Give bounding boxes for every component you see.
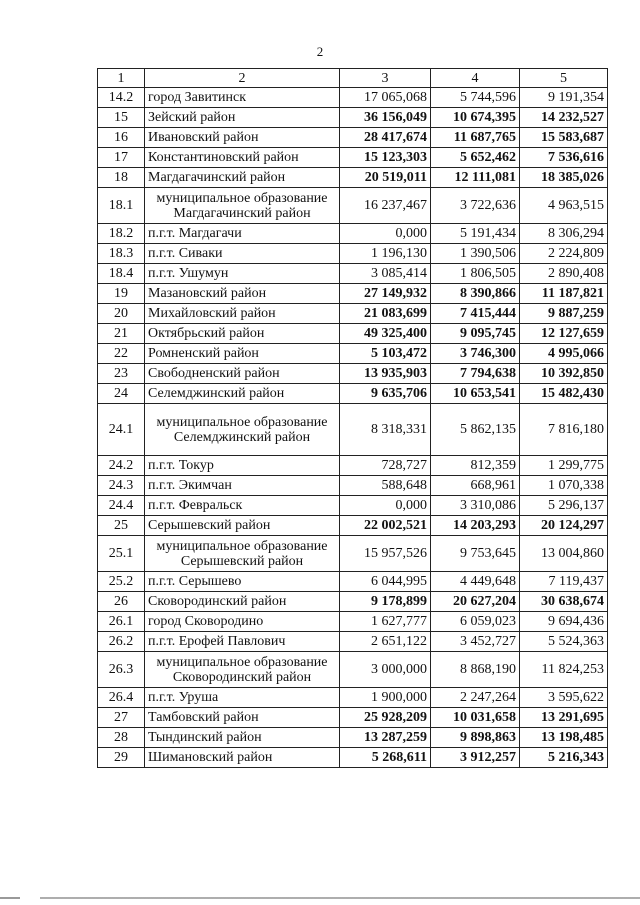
value-col-5: 5 296,137	[520, 496, 608, 516]
value-col-3: 0,000	[340, 224, 431, 244]
table-row	[98, 516, 608, 536]
value-col-3: 3 085,414	[340, 264, 431, 284]
district-name: Ромненский район	[145, 344, 340, 364]
district-name: муниципальное образование Селемджинский район	[145, 404, 340, 456]
district-name: п.г.т. Февральск	[145, 496, 340, 516]
value-col-3: 16 237,467	[340, 188, 431, 224]
value-col-5: 1 299,775	[520, 456, 608, 476]
table-row	[98, 128, 608, 148]
value-col-5: 2 890,408	[520, 264, 608, 284]
row-number: 22	[98, 344, 145, 364]
value-col-5: 15 482,430	[520, 384, 608, 404]
row-number: 24.4	[98, 496, 145, 516]
district-name: муниципальное образование Серышевский район	[145, 536, 340, 572]
value-col-5: 1 070,338	[520, 476, 608, 496]
value-col-4: 5 862,135	[431, 404, 520, 456]
value-col-4: 1 806,505	[431, 264, 520, 284]
district-name: муниципальное образование Сковородинский район	[145, 652, 340, 688]
district-name: город Завитинск	[145, 88, 340, 108]
table-body	[98, 88, 608, 768]
row-number: 18.3	[98, 244, 145, 264]
value-col-4: 9 095,745	[431, 324, 520, 344]
table-row	[98, 728, 608, 748]
table-row	[98, 324, 608, 344]
value-col-5: 4 995,066	[520, 344, 608, 364]
row-number: 18	[98, 168, 145, 188]
value-col-5: 13 198,485	[520, 728, 608, 748]
value-col-4: 3 310,086	[431, 496, 520, 516]
budget-table	[97, 68, 608, 768]
district-name: Зейский район	[145, 108, 340, 128]
district-name: Ивановский район	[145, 128, 340, 148]
value-col-3: 6 044,995	[340, 572, 431, 592]
header-col-1: 1	[98, 69, 145, 88]
value-col-5: 9 694,436	[520, 612, 608, 632]
scan-edge-line	[0, 897, 640, 899]
value-col-3: 49 325,400	[340, 324, 431, 344]
value-col-3: 28 417,674	[340, 128, 431, 148]
value-col-5: 5 524,363	[520, 632, 608, 652]
value-col-3: 0,000	[340, 496, 431, 516]
table-row	[98, 572, 608, 592]
value-col-3: 8 318,331	[340, 404, 431, 456]
header-col-3: 3	[340, 69, 431, 88]
table-row	[98, 384, 608, 404]
value-col-5: 3 595,622	[520, 688, 608, 708]
row-number: 26	[98, 592, 145, 612]
value-col-5: 20 124,297	[520, 516, 608, 536]
table-row	[98, 688, 608, 708]
table-row	[98, 304, 608, 324]
value-col-5: 13 004,860	[520, 536, 608, 572]
district-name: Михайловский район	[145, 304, 340, 324]
header-col-4: 4	[431, 69, 520, 88]
district-name: п.г.т. Токур	[145, 456, 340, 476]
row-number: 21	[98, 324, 145, 344]
value-col-3: 17 065,068	[340, 88, 431, 108]
value-col-4: 10 031,658	[431, 708, 520, 728]
value-col-4: 8 868,190	[431, 652, 520, 688]
value-col-3: 5 103,472	[340, 344, 431, 364]
district-name: город Сковородино	[145, 612, 340, 632]
table-row	[98, 188, 608, 224]
row-number: 14.2	[98, 88, 145, 108]
value-col-4: 7 794,638	[431, 364, 520, 384]
value-col-3: 27 149,932	[340, 284, 431, 304]
value-col-3: 15 123,303	[340, 148, 431, 168]
value-col-3: 5 268,611	[340, 748, 431, 768]
value-col-5: 7 119,437	[520, 572, 608, 592]
value-col-4: 10 674,395	[431, 108, 520, 128]
value-col-5: 18 385,026	[520, 168, 608, 188]
value-col-3: 2 651,122	[340, 632, 431, 652]
district-name: Селемджинский район	[145, 384, 340, 404]
value-col-5: 7 536,616	[520, 148, 608, 168]
district-name: Серышевский район	[145, 516, 340, 536]
table-row	[98, 476, 608, 496]
row-number: 16	[98, 128, 145, 148]
value-col-4: 9 898,863	[431, 728, 520, 748]
value-col-3: 728,727	[340, 456, 431, 476]
value-col-5: 9 887,259	[520, 304, 608, 324]
header-col-2: 2	[145, 69, 340, 88]
value-col-5: 10 392,850	[520, 364, 608, 384]
value-col-5: 14 232,527	[520, 108, 608, 128]
district-name: Шимановский район	[145, 748, 340, 768]
value-col-3: 9 635,706	[340, 384, 431, 404]
district-name: Мазановский район	[145, 284, 340, 304]
value-col-4: 5 191,434	[431, 224, 520, 244]
value-col-5: 8 306,294	[520, 224, 608, 244]
value-col-3: 9 178,899	[340, 592, 431, 612]
table-row	[98, 748, 608, 768]
value-col-4: 812,359	[431, 456, 520, 476]
table-row	[98, 612, 608, 632]
value-col-3: 15 957,526	[340, 536, 431, 572]
district-name: Константиновский район	[145, 148, 340, 168]
value-col-3: 13 935,903	[340, 364, 431, 384]
value-col-5: 9 191,354	[520, 88, 608, 108]
value-col-5: 11 187,821	[520, 284, 608, 304]
table-row	[98, 244, 608, 264]
value-col-4: 5 744,596	[431, 88, 520, 108]
row-number: 26.4	[98, 688, 145, 708]
value-col-4: 1 390,506	[431, 244, 520, 264]
value-col-5: 15 583,687	[520, 128, 608, 148]
value-col-5: 12 127,659	[520, 324, 608, 344]
row-number: 19	[98, 284, 145, 304]
row-number: 18.1	[98, 188, 145, 224]
table-row	[98, 224, 608, 244]
district-name: п.г.т. Магдагачи	[145, 224, 340, 244]
row-number: 24	[98, 384, 145, 404]
value-col-4: 7 415,444	[431, 304, 520, 324]
value-col-3: 21 083,699	[340, 304, 431, 324]
value-col-5: 4 963,515	[520, 188, 608, 224]
district-name: Сковородинский район	[145, 592, 340, 612]
value-col-3: 3 000,000	[340, 652, 431, 688]
header-col-5: 5	[520, 69, 608, 88]
value-col-4: 6 059,023	[431, 612, 520, 632]
value-col-4: 20 627,204	[431, 592, 520, 612]
value-col-4: 5 652,462	[431, 148, 520, 168]
row-number: 25.2	[98, 572, 145, 592]
table-row	[98, 536, 608, 572]
district-name: п.г.т. Ерофей Павлович	[145, 632, 340, 652]
table-row	[98, 364, 608, 384]
district-name: Тамбовский район	[145, 708, 340, 728]
row-number: 26.1	[98, 612, 145, 632]
district-name: п.г.т. Ушумун	[145, 264, 340, 284]
table-row	[98, 284, 608, 304]
row-number: 23	[98, 364, 145, 384]
row-number: 20	[98, 304, 145, 324]
value-col-4: 8 390,866	[431, 284, 520, 304]
value-col-3: 22 002,521	[340, 516, 431, 536]
row-number: 28	[98, 728, 145, 748]
value-col-4: 4 449,648	[431, 572, 520, 592]
district-name: п.г.т. Сиваки	[145, 244, 340, 264]
table-row	[98, 344, 608, 364]
row-number: 24.3	[98, 476, 145, 496]
value-col-4: 11 687,765	[431, 128, 520, 148]
table-row	[98, 168, 608, 188]
district-name: п.г.т. Серышево	[145, 572, 340, 592]
district-name: муниципальное образование Магдагачинский район	[145, 188, 340, 224]
row-number: 26.3	[98, 652, 145, 688]
value-col-5: 7 816,180	[520, 404, 608, 456]
value-col-4: 14 203,293	[431, 516, 520, 536]
row-number: 24.1	[98, 404, 145, 456]
district-name: п.г.т. Экимчан	[145, 476, 340, 496]
row-number: 26.2	[98, 632, 145, 652]
table-row	[98, 108, 608, 128]
row-number: 18.2	[98, 224, 145, 244]
table-row	[98, 652, 608, 688]
value-col-3: 20 519,011	[340, 168, 431, 188]
district-name: п.г.т. Уруша	[145, 688, 340, 708]
district-name: Октябрьский район	[145, 324, 340, 344]
table-row	[98, 264, 608, 284]
value-col-5: 11 824,253	[520, 652, 608, 688]
row-number: 25.1	[98, 536, 145, 572]
table-row	[98, 592, 608, 612]
value-col-4: 12 111,081	[431, 168, 520, 188]
district-name: Магдагачинский район	[145, 168, 340, 188]
value-col-4: 3 722,636	[431, 188, 520, 224]
table-row	[98, 496, 608, 516]
row-number: 25	[98, 516, 145, 536]
value-col-3: 1 627,777	[340, 612, 431, 632]
value-col-5: 30 638,674	[520, 592, 608, 612]
page-number: 2	[316, 44, 324, 59]
table-row	[98, 456, 608, 476]
value-col-5: 2 224,809	[520, 244, 608, 264]
value-col-4: 9 753,645	[431, 536, 520, 572]
value-col-3: 36 156,049	[340, 108, 431, 128]
value-col-3: 1 196,130	[340, 244, 431, 264]
row-number: 18.4	[98, 264, 145, 284]
value-col-4: 2 247,264	[431, 688, 520, 708]
row-number: 17	[98, 148, 145, 168]
value-col-3: 13 287,259	[340, 728, 431, 748]
value-col-4: 3 746,300	[431, 344, 520, 364]
row-number: 29	[98, 748, 145, 768]
district-name: Тындинский район	[145, 728, 340, 748]
row-number: 27	[98, 708, 145, 728]
table-row	[98, 88, 608, 108]
value-col-4: 3 452,727	[431, 632, 520, 652]
table-row	[98, 404, 608, 456]
value-col-4: 3 912,257	[431, 748, 520, 768]
row-number: 15	[98, 108, 145, 128]
district-name: Свободненский район	[145, 364, 340, 384]
value-col-4: 10 653,541	[431, 384, 520, 404]
table-header-row	[98, 69, 608, 88]
value-col-3: 25 928,209	[340, 708, 431, 728]
table-row	[98, 632, 608, 652]
table-row	[98, 708, 608, 728]
value-col-3: 588,648	[340, 476, 431, 496]
row-number: 24.2	[98, 456, 145, 476]
value-col-5: 13 291,695	[520, 708, 608, 728]
value-col-3: 1 900,000	[340, 688, 431, 708]
value-col-5: 5 216,343	[520, 748, 608, 768]
table-row	[98, 148, 608, 168]
value-col-4: 668,961	[431, 476, 520, 496]
